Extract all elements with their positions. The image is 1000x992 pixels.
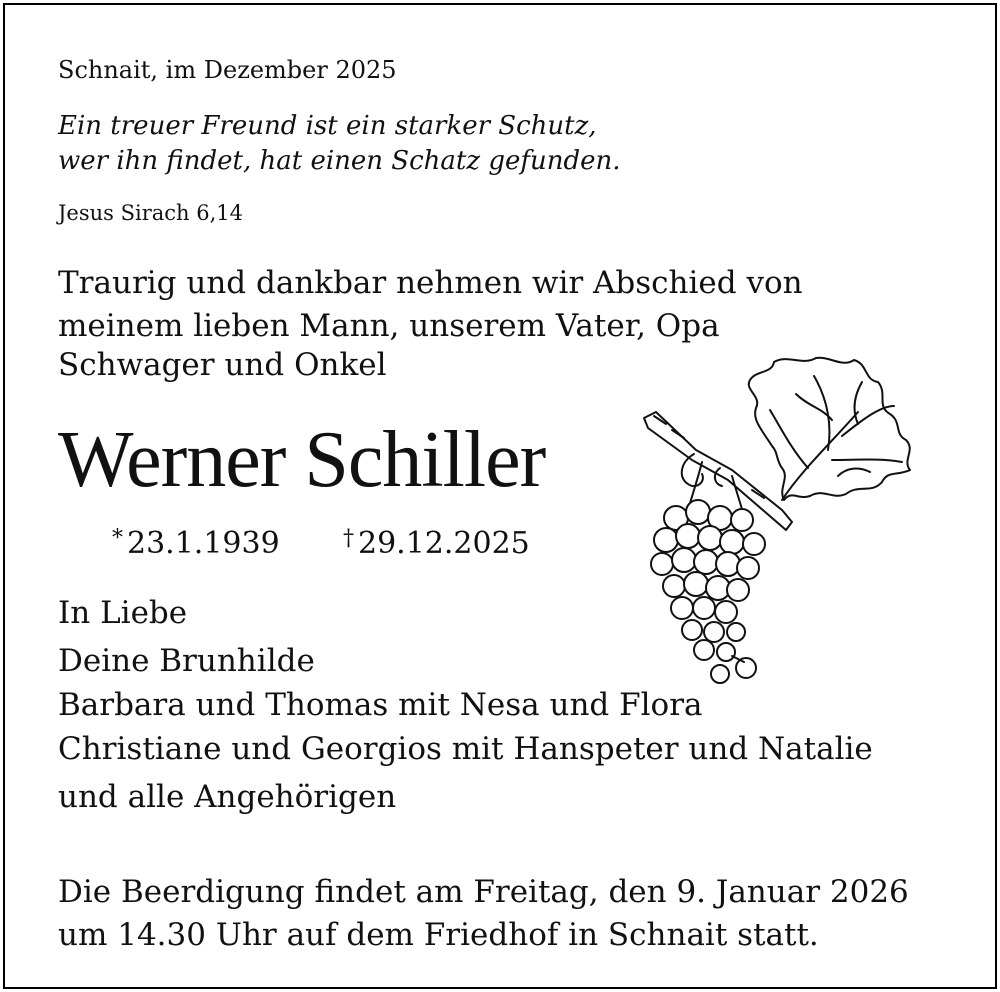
death-date: 29.12.2025 xyxy=(358,526,530,561)
intro-line-3: Schwager und Onkel xyxy=(58,347,387,383)
mourners-line-1: In Liebe xyxy=(58,595,188,631)
birth-date: 23.1.1939 xyxy=(127,526,280,561)
intro-line-1: Traurig und dankbar nehmen wir Abschied von xyxy=(58,265,803,301)
verse-reference: Jesus Sirach 6,14 xyxy=(58,201,243,225)
verse-line-2: wer ihn findet, hat einen Schatz gefunden. xyxy=(58,146,621,176)
deceased-name: Werner Schiller xyxy=(58,416,546,504)
funeral-line-2: um 14.30 Uhr auf dem Friedhof in Schnait statt. xyxy=(58,917,819,953)
grape-vine-icon xyxy=(632,350,922,700)
mourners-line-2: Deine Brunhilde xyxy=(58,643,315,679)
birth-info xyxy=(112,528,280,559)
verse-line-1: Ein treuer Freund ist ein starker Schutz, xyxy=(58,111,597,141)
mourners-line-3: Barbara und Thomas mit Nesa und Flora xyxy=(58,687,703,723)
death-info xyxy=(343,528,530,559)
intro-line-2: meinem lieben Mann, unserem Vater, Opa xyxy=(58,308,720,344)
place-date: Schnait, im Dezember 2025 xyxy=(58,56,397,84)
death-symbol: † xyxy=(343,526,354,551)
funeral-line-1: Die Beerdigung findet am Freitag, den 9. Januar 2026 xyxy=(58,874,909,910)
mourners-line-4: Christiane und Georgios mit Hanspeter und Natalie xyxy=(58,731,873,767)
birth-symbol: * xyxy=(112,526,123,551)
mourners-line-5: und alle Angehörigen xyxy=(58,779,397,815)
